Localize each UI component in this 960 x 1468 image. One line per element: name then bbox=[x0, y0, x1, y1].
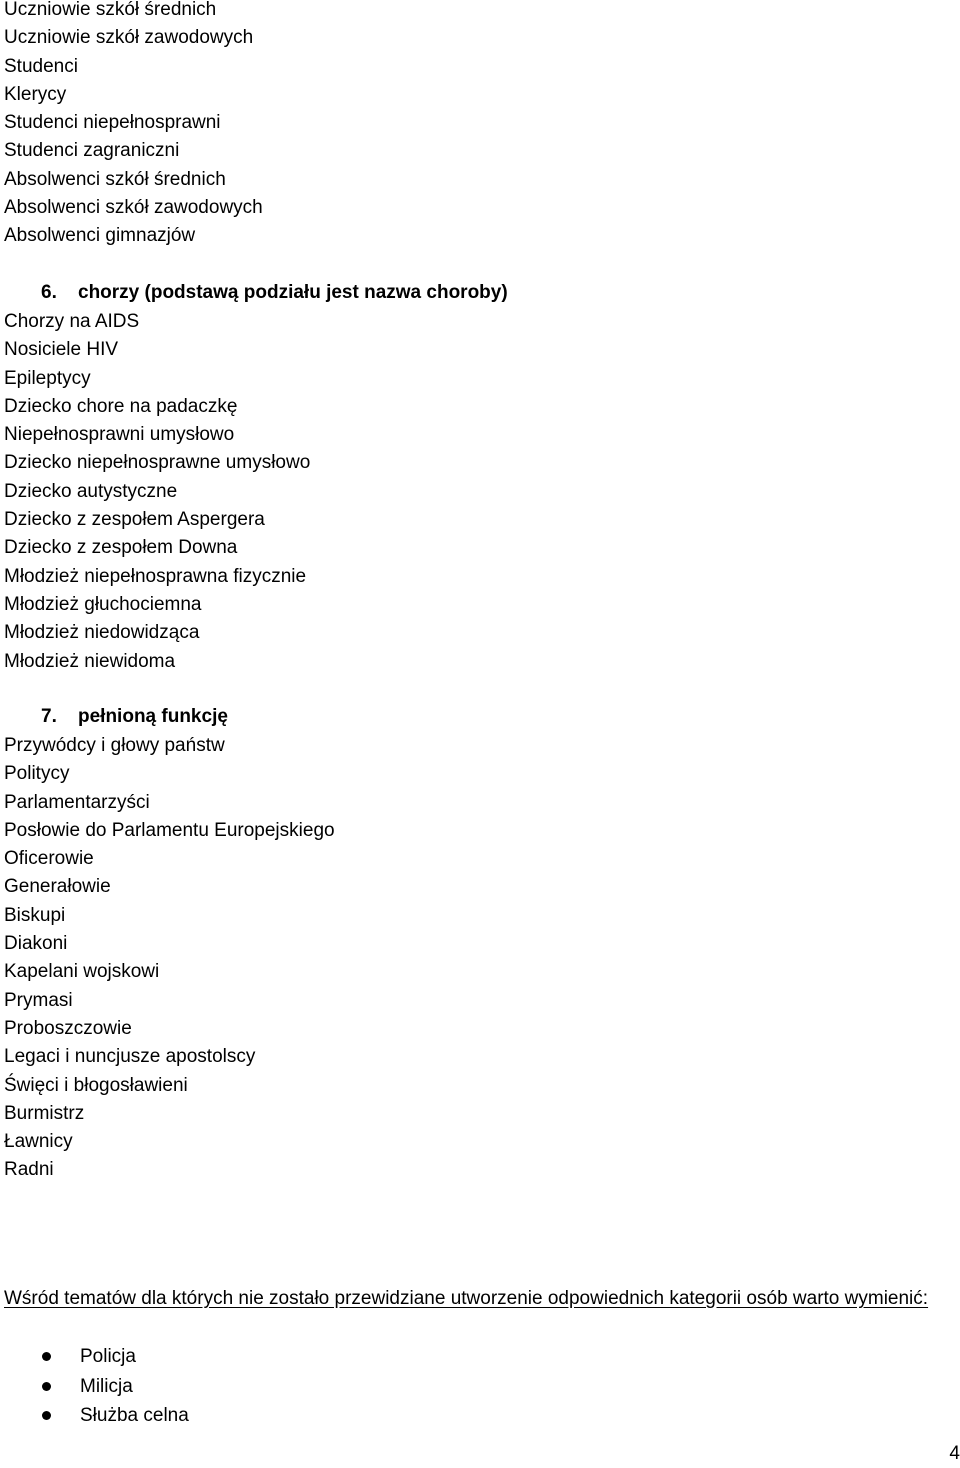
bullet-label: Policja bbox=[80, 1346, 136, 1367]
list-item: Dziecko chore na padaczkę bbox=[4, 395, 238, 417]
list-item: Generałowie bbox=[4, 876, 111, 898]
list-item: Absolwenci gimnazjów bbox=[4, 225, 196, 247]
list-item: Legaci i nuncjusze apostolscy bbox=[4, 1046, 256, 1068]
bullet-label: Milicja bbox=[80, 1375, 133, 1397]
bullet-icon bbox=[42, 1411, 51, 1420]
list-item: Chorzy na AIDS bbox=[4, 311, 140, 332]
missing-categories-list bbox=[0, 1342, 189, 1431]
list-item: Dziecko niepełnosprawne umysłowo bbox=[4, 452, 311, 474]
list-item: Radni bbox=[4, 1159, 54, 1181]
list-item: Biskupi bbox=[4, 904, 66, 926]
list-item: Prymasi bbox=[4, 989, 73, 1011]
section-6-heading bbox=[41, 279, 508, 307]
list-item: Diakoni bbox=[4, 933, 68, 955]
page-number: 4 bbox=[949, 1443, 960, 1464]
bullet-item bbox=[0, 1372, 189, 1402]
list-item: Studenci bbox=[4, 55, 78, 77]
bullet-item bbox=[0, 1401, 189, 1431]
list-item: Nosiciele HIV bbox=[4, 339, 119, 361]
section-title: pełnioną funkcję bbox=[78, 706, 228, 727]
list-item: Burmistrz bbox=[4, 1102, 85, 1124]
list-item: Epileptycy bbox=[4, 367, 91, 389]
list-item: Politycy bbox=[4, 763, 70, 785]
list-item: Ławnicy bbox=[4, 1131, 73, 1153]
list-item: Studenci niepełnosprawni bbox=[4, 112, 221, 134]
list-item: Młodzież głuchociemna bbox=[4, 593, 202, 615]
bullet-icon bbox=[42, 1352, 51, 1361]
list-item: Dziecko autystyczne bbox=[4, 480, 178, 502]
section-title: chorzy (podstawą podziału jest nazwa choroby) bbox=[78, 282, 508, 303]
list-item: Proboszczowie bbox=[4, 1017, 132, 1039]
list-item: Studenci zagraniczni bbox=[4, 140, 180, 162]
list-item: Klerycy bbox=[4, 83, 67, 105]
list-item: Młodzież niewidoma bbox=[4, 650, 176, 672]
list-item: Posłowie do Parlamentu Europejskiego bbox=[4, 819, 335, 841]
list-item: Przywódcy i głowy państw bbox=[4, 735, 225, 756]
list-item: Parlamentarzyści bbox=[4, 791, 150, 813]
list-item: Święci i błogosławieni bbox=[4, 1074, 188, 1096]
section-7-heading bbox=[41, 703, 228, 731]
list-item: Absolwenci szkół zawodowych bbox=[4, 197, 263, 219]
list-item: Uczniowie szkół średnich bbox=[4, 0, 217, 20]
illness-categories-list bbox=[4, 308, 310, 676]
student-categories-list bbox=[4, 0, 263, 251]
list-item: Młodzież niedowidząca bbox=[4, 622, 200, 644]
list-item: Kapelani wojskowi bbox=[4, 961, 160, 983]
bullet-icon bbox=[42, 1382, 51, 1391]
list-item: Uczniowie szkół zawodowych bbox=[4, 27, 254, 49]
bullet-item bbox=[0, 1342, 189, 1372]
function-categories-list bbox=[4, 732, 335, 1185]
list-item: Absolwenci szkół średnich bbox=[4, 168, 226, 190]
list-item: Dziecko z zespołem Aspergera bbox=[4, 509, 265, 531]
section-number: 7. bbox=[41, 706, 57, 727]
section-number: 6. bbox=[41, 282, 57, 303]
list-item: Niepełnosprawni umysłowo bbox=[4, 424, 235, 446]
list-item: Młodzież niepełnosprawna fizycznie bbox=[4, 565, 307, 587]
list-item: Dziecko z zespołem Downa bbox=[4, 537, 238, 559]
bullet-label: Służba celna bbox=[80, 1405, 189, 1426]
list-item: Oficerowie bbox=[4, 848, 94, 870]
missing-categories-note: Wśród tematów dla których nie zostało przewidziane utworzenie odpowiednich kategorii osób warto wymienić: bbox=[4, 1288, 929, 1309]
